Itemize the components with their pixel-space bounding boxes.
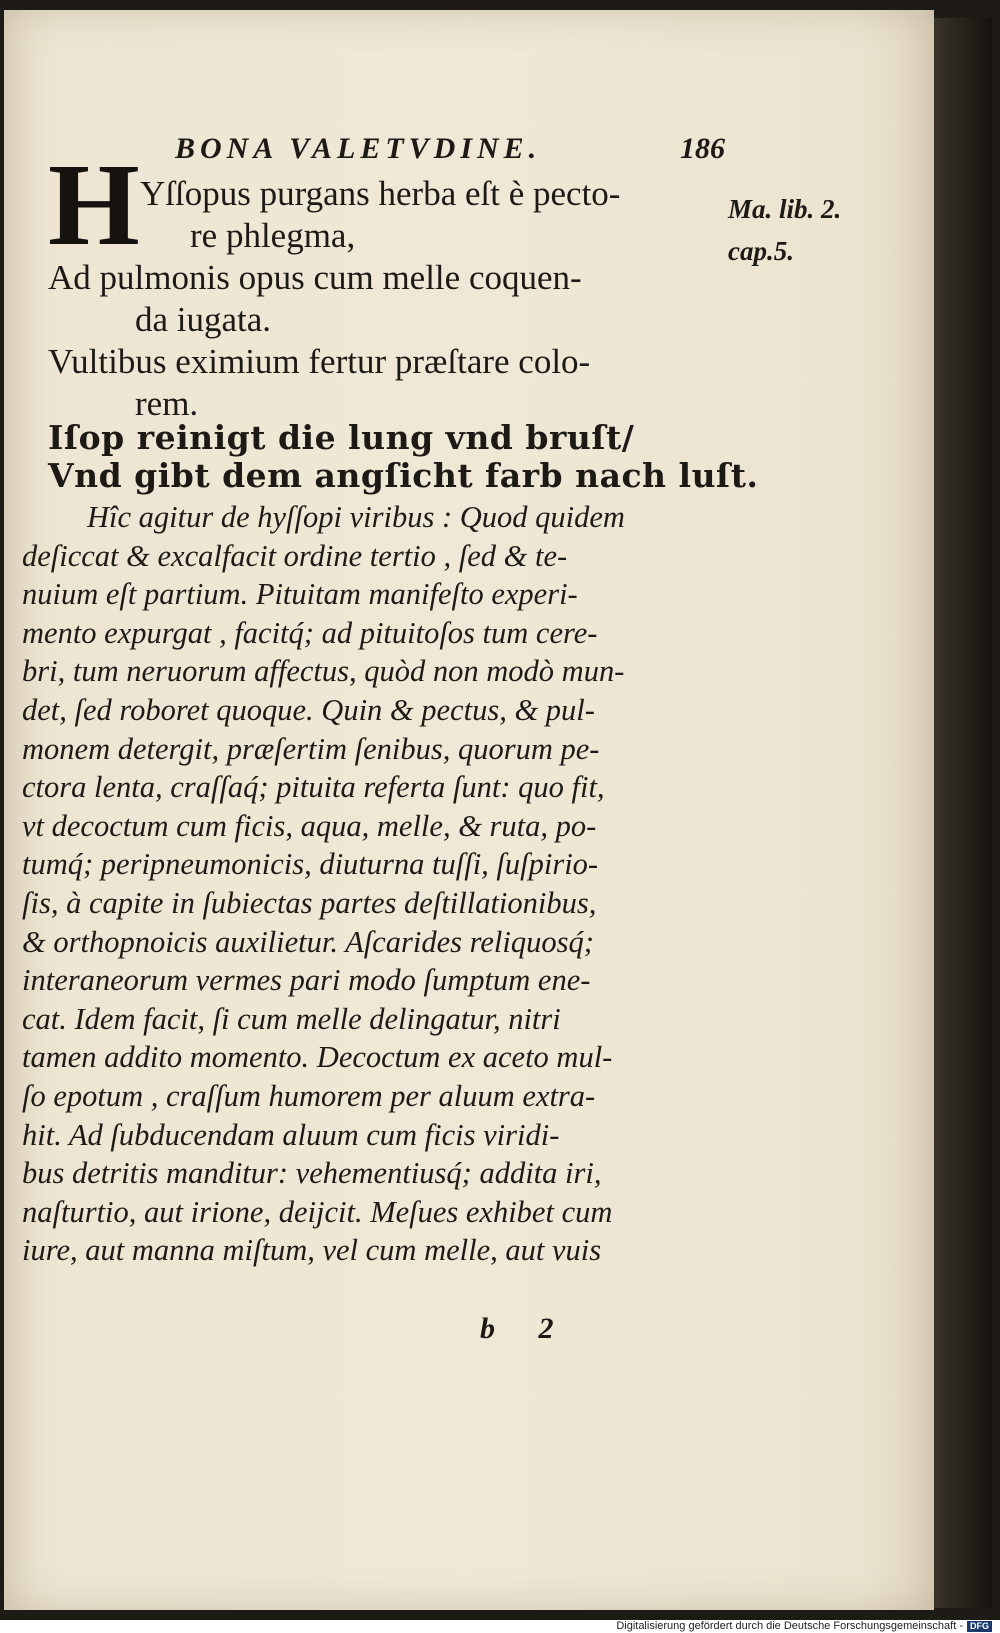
commentary-line: cat. Idem facit, ſi cum melle delingatur, nitri [22, 1001, 561, 1036]
commentary-line: ctora lenta, craſſaq́; pituita referta ſunt: quo fit, [22, 770, 605, 805]
commentary-line: monem detergit, præſertim ſenibus, quorum pe- [22, 731, 600, 766]
commentary-paragraph [22, 498, 712, 1270]
verse-line: Vultibus eximium fertur præſtare colo- [48, 342, 591, 381]
commentary-line: bus detritis manditur: vehementiusq́; addita iri, [22, 1156, 602, 1191]
digitization-credit [616, 1620, 992, 1633]
verse-line: rem. [135, 384, 199, 423]
commentary-line: tumq́; peripneumonicis, diuturna tuſſi, ſuſpirio- [22, 847, 599, 882]
credit-text: Digitalisierung gefördert durch die Deutsche Forschungsgemeinschaft - [616, 1620, 963, 1632]
commentary-line: ſis, à capite in ſubiectas partes deſtillationibus, [22, 885, 597, 920]
page-number: 186 [680, 132, 725, 165]
drop-capital: H [48, 139, 140, 270]
commentary-line: mento expurgat , facitq́; ad pituitoſos tum cere- [22, 615, 598, 650]
book-edge [932, 18, 992, 1608]
dfg-logo-icon[interactable]: DFG [967, 1621, 992, 1632]
commentary-line: interaneorum vermes pari modo ſumptum ene- [22, 963, 591, 998]
commentary-line: bri, tum neruorum affectus, quòd non modò mun- [22, 654, 625, 689]
commentary-line: Hîc agitur de hyſſopi viribus : Quod quidem [87, 500, 625, 534]
commentary-line: naſturtio, aut irione, deijcit. Meſues exhibet cum [22, 1194, 613, 1229]
margin-note [728, 188, 878, 272]
commentary-line: & orthopnoicis auxilietur. Aſcarides reliquosq́; [22, 924, 594, 959]
commentary-line: det, ſed roboret quoque. Quin & pectus, & pul- [22, 692, 595, 727]
margin-note-line: cap.5. [728, 236, 794, 266]
german-line: Iſop reinigt die lung vnd bruſt/ [48, 418, 635, 457]
signature-mark: b 2 [480, 1312, 572, 1345]
commentary-line: iure, aut manna miſtum, vel cum melle, aut vuis [22, 1233, 602, 1268]
commentary-line: nuium eſt partium. Pituitam manifeſto experi- [22, 577, 578, 612]
german-line: Vnd gibt dem angſicht farb nach luſt. [48, 456, 759, 495]
verse-line: Ad pulmonis opus cum melle coquen- [48, 258, 582, 297]
commentary-line: tamen addito momento. Decoctum ex aceto mul- [22, 1040, 613, 1075]
commentary-line: hit. Ad ſubducendam aluum cum ficis viridi- [22, 1117, 560, 1152]
verse-line: Yſſopus purgans herba eſt è pecto- [140, 174, 621, 213]
commentary-line: vt decoctum cum ficis, aqua, melle, & ruta, po- [22, 808, 597, 843]
verse-line: da iugata. [135, 300, 272, 339]
running-title: BONA VALETVDINE. [175, 132, 542, 165]
commentary-line: deſiccat & excalfacit ordine tertio , ſed & te- [22, 538, 568, 573]
verse-line: re phlegma, [190, 216, 356, 255]
margin-note-line: Ma. lib. 2. [728, 194, 842, 224]
commentary-line: ſo epotum , craſſum humorem per aluum extra- [22, 1078, 596, 1113]
